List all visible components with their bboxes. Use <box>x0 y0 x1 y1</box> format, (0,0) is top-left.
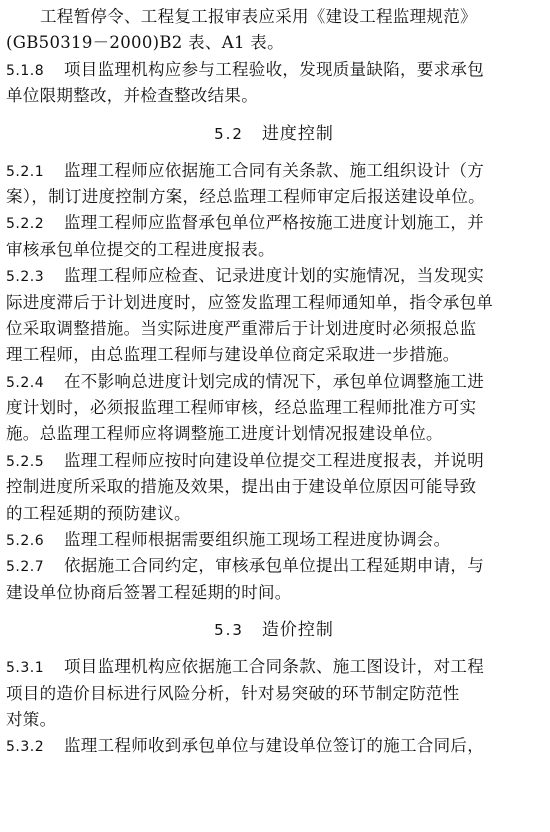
clause-number: 5.2.7 <box>6 559 45 576</box>
clause-5-2-2-continued: 审核承包单位提交的工程进度报表。 <box>6 239 275 259</box>
clause-5-2-7-continued: 建设单位协商后签署工程延期的时间。 <box>6 582 292 602</box>
clause-5-3-1-continued-2: 对策。 <box>6 709 57 729</box>
clause-5-2-3-continued-1: 际进度滞后于计划进度时，应签发监理工程师通知单，指令承包单 <box>6 292 494 312</box>
clause-5-3-2: 5.3.2 监理工程师收到承包单位与建设单位签订的施工合同后， <box>6 733 542 759</box>
clause-number: 5.3.1 <box>6 660 45 677</box>
section-title: 造价控制 <box>261 620 334 641</box>
clause-number: 5.2.5 <box>6 453 45 470</box>
clause-5-2-3-continued-3: 理工程师，由总监理工程师与建设单位商定采取进一步措施。 <box>6 345 460 365</box>
clause-5-2-1-continued: 案），制订进度控制方案，经总监理工程师审定后报送建设单位。 <box>6 186 485 206</box>
clause-number: 5.2.2 <box>6 216 45 233</box>
clause-5-2-6: 5.2.6 监理工程师根据需要组织施工现场工程进度协调会。 <box>6 527 542 553</box>
intro-line-1: 工程暂停令、工程复工报审表应采用《建设工程监理规范》 <box>40 7 477 26</box>
clause-5-3-1: 5.3.1 项目监理机构应依据施工合同条款、施工图设计，对工程 <box>6 654 542 680</box>
clause-5-2-4-continued-1: 度计划时，必须报监理工程师审核，经总监理工程师批准方可实 <box>6 398 477 418</box>
clause-5-2-1: 5.2.1 监理工程师应依据施工合同有关条款、施工组织设计（方 <box>6 158 542 184</box>
clause-number: 5.2.1 <box>6 163 45 180</box>
clause-number: 5.2.3 <box>6 269 45 286</box>
clause-number: 5.2.6 <box>6 533 45 550</box>
section-heading-5-3 <box>6 617 542 643</box>
clause-5-2-3: 5.2.3 监理工程师应检查、记录进度计划的实施情况，当发现实 <box>6 263 542 289</box>
clause-5-1-8-continued: 单位限期整改，并检查整改结果。 <box>6 86 258 106</box>
clause-number: 5.3.2 <box>6 739 45 756</box>
clause-5-2-3-continued-2: 位采取调整措施。当实际进度严重滞后于计划进度时必须报总监 <box>6 318 477 338</box>
clause-5-2-5-continued-2: 的工程延期的预防建议。 <box>6 503 191 523</box>
clause-5-3-1-continued-1: 项目的造价目标进行风险分析，针对易突破的环节制定防范性 <box>6 683 460 703</box>
clause-5-2-4-continued-2: 施。总监理工程师应将调整施工进度计划情况报建设单位。 <box>6 424 443 444</box>
section-title: 进度控制 <box>261 123 334 144</box>
clause-5-2-2: 5.2.2 监理工程师应监督承包单位严格按施工进度计划施工，并 <box>6 210 542 236</box>
clause-number: 5.1.8 <box>6 62 45 79</box>
section-number: 5.3 <box>214 621 244 640</box>
clause-5-2-7: 5.2.7 依据施工合同约定，审核承包单位提出工程延期申请，与 <box>6 553 542 579</box>
section-number: 5.2 <box>214 124 244 143</box>
intro-line-2: (GB50319－2000)B2 表、A1 表。 <box>6 33 284 53</box>
section-heading-5-2 <box>6 121 542 147</box>
clause-5-1-8: 5.1.8 项目监理机构应参与工程验收，发现质量缺陷，要求承包 <box>6 57 542 83</box>
clause-5-2-5-continued-1: 控制进度所采取的措施及效果，提出由于建设单位原因可能导致 <box>6 477 477 497</box>
clause-number: 5.2.4 <box>6 374 45 391</box>
clause-5-2-5: 5.2.5 监理工程师应按时向建设单位提交工程进度报表，并说明 <box>6 448 542 474</box>
clause-5-2-4: 5.2.4 在不影响总进度计划完成的情况下，承包单位调整施工进 <box>6 369 542 395</box>
